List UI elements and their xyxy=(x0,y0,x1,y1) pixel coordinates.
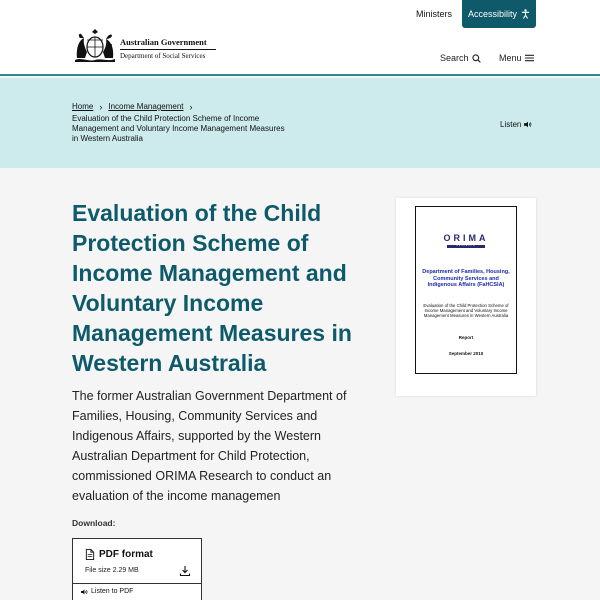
page-title: Evaluation of the Child Protection Scheme of Income Management and Voluntary Income Management Measures in Western Australia xyxy=(72,200,352,376)
coat-of-arms-icon xyxy=(72,28,118,64)
search-button[interactable] xyxy=(440,53,481,63)
listen-to-pdf-label: Listen to PDF xyxy=(91,588,134,595)
intro-paragraph: The former Australian Government Department of Families, Housing, Community Services and Indigenous Affairs, supported by the Western Australian Department for Child Protection, commissioned ORIMA Research to conduct an evaluation of the income managemen xyxy=(72,389,347,503)
cover-title: Evaluation of the Child Protection Scheme of Income Management and Voluntary Income Management Measures in Western Australia xyxy=(423,303,509,319)
search-icon xyxy=(472,54,481,63)
pdf-download-card xyxy=(72,538,202,600)
site-header xyxy=(0,0,600,76)
breadcrumb-links xyxy=(72,102,292,112)
speaker-icon xyxy=(81,589,88,595)
report-cover xyxy=(415,206,517,374)
accessibility-label: Accessibility xyxy=(467,9,517,19)
download-label: Download: xyxy=(72,518,116,528)
accessibility-button[interactable] xyxy=(462,0,536,28)
menu-button[interactable] xyxy=(499,53,534,63)
breadcrumb-home[interactable]: Home xyxy=(72,102,94,111)
breadcrumb xyxy=(72,102,292,144)
breadcrumb-income-management[interactable]: Income Management xyxy=(108,102,184,111)
report-cover-thumbnail xyxy=(396,198,536,396)
menu-label: Menu xyxy=(499,53,522,63)
download-icon[interactable] xyxy=(179,565,191,577)
listen-button[interactable] xyxy=(500,120,532,129)
chevron-right-icon: › xyxy=(189,102,193,112)
breadcrumb-current: Evaluation of the Child Protection Scheme of Income Management and Voluntary Income Management Measures in Western Australia xyxy=(72,114,285,143)
listen-label: Listen xyxy=(500,120,522,129)
pdf-download-link[interactable] xyxy=(85,549,153,560)
cover-report-label: Report xyxy=(458,335,474,340)
logo-text xyxy=(120,37,216,60)
listen-to-pdf-button[interactable] xyxy=(73,583,201,599)
government-logo[interactable] xyxy=(72,28,222,64)
chevron-right-icon: › xyxy=(99,102,103,112)
cover-date: September 2010 xyxy=(448,351,484,356)
pdf-file-size: File size 2.29 MB xyxy=(85,567,139,574)
pdf-format-label: PDF format xyxy=(99,549,153,560)
ministers-link[interactable]: Ministers xyxy=(416,9,453,19)
cover-department: Department of Families, Housing, Community Services and Indigenous Affairs (FaHCSIA) xyxy=(422,269,510,288)
cover-brand-sub: RESEARCH xyxy=(447,245,485,248)
cover-brand: ORIMA xyxy=(443,233,489,243)
breadcrumb-band xyxy=(0,78,600,168)
accessibility-icon xyxy=(521,9,530,19)
hamburger-icon xyxy=(525,54,534,62)
logo-line2: Department of Social Services xyxy=(120,52,206,60)
search-label: Search xyxy=(440,53,469,63)
pdf-file-icon xyxy=(85,549,95,560)
logo-line1: Australian Government xyxy=(120,37,216,50)
speaker-icon xyxy=(524,121,532,128)
